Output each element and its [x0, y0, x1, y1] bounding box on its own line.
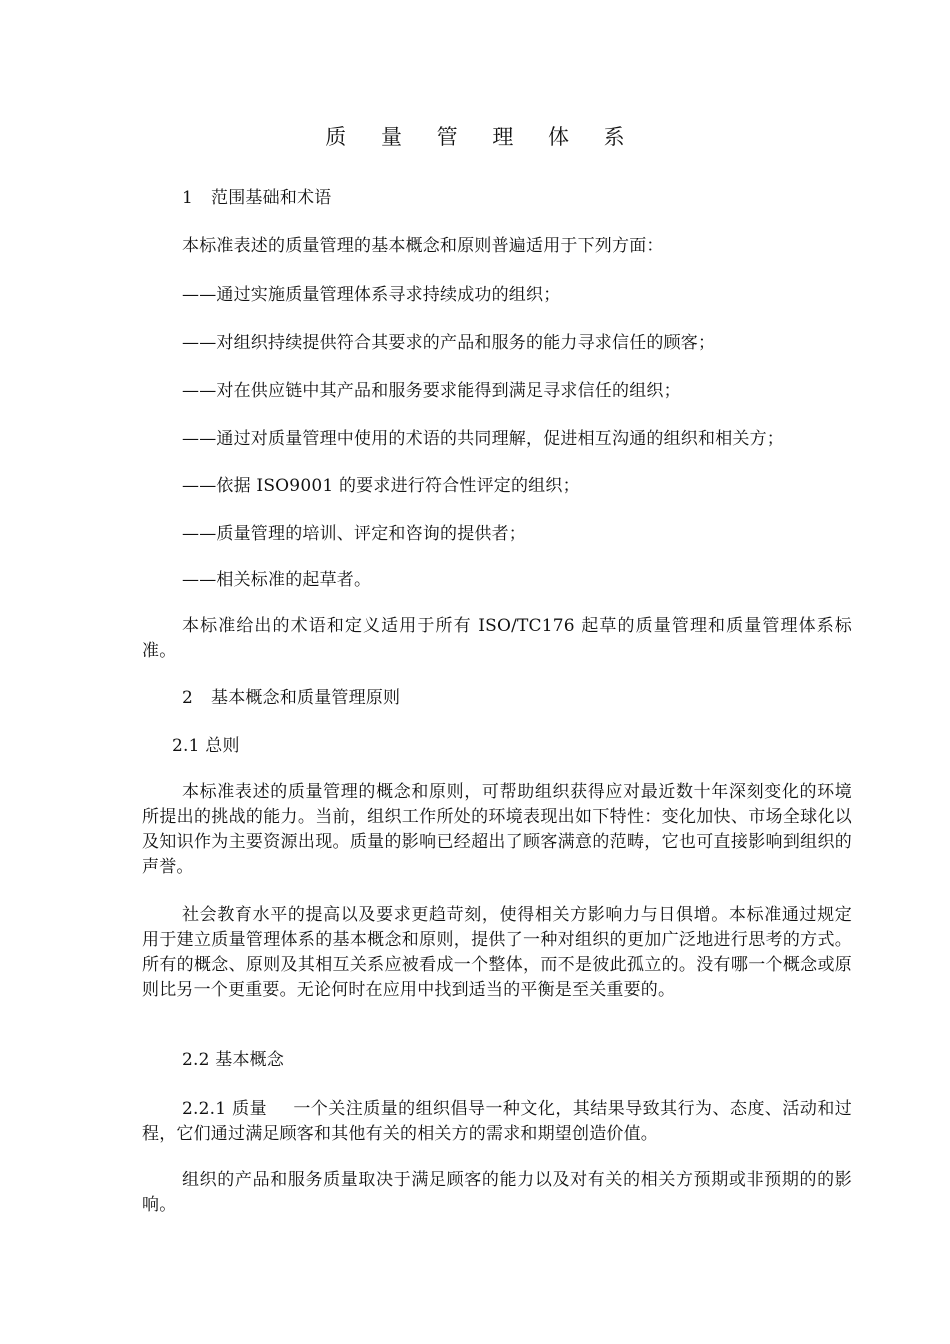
document-title: 质 量 管 理 体 系 [325, 125, 639, 149]
section-2-number: 2 [182, 688, 194, 708]
subsection-2-2-1-label: 2.2.1 质量 [182, 1099, 268, 1119]
subsection-2-2-1-paragraph [142, 1097, 852, 1147]
section-1-intro: 本标准表述的质量管理的基本概念和原则普遍适用于下列方面： [182, 236, 664, 256]
section-1-number: 1 [182, 188, 194, 208]
list-item: ——通过对质量管理中使用的术语的共同理解，促进相互沟通的组织和相关方； [182, 429, 784, 449]
subsection-2-1-paragraph-1: 本标准表述的质量管理的概念和原则，可帮助组织获得应对最近数十年深刻变化的环境所提出的挑战的能力。当前，组织工作所处的环境表现出如下特性：变化加快、市场全球化以及知识作为主要资源出现。质量的影响已经超出了顾客满意的范畴，它也可直接影响到组织的声誉。 [142, 782, 852, 877]
section-1-heading [142, 186, 852, 211]
list-item: ——通过实施质量管理体系寻求持续成功的组织； [182, 285, 561, 305]
list-item: ——对组织持续提供符合其要求的产品和服务的能力寻求信任的顾客； [182, 333, 716, 353]
section-1-title: 范围基础和术语 [211, 188, 332, 208]
list-item: ——依据 ISO9001 的要求进行符合性评定的组织； [182, 476, 580, 496]
section-1-closing: 本标准给出的术语和定义适用于所有 ISO/TC176 起草的质量管理和质量管理体系标准。 [142, 616, 852, 661]
section-2-title: 基本概念和质量管理原则 [211, 688, 401, 708]
subsection-2-2-1-text: 一个关注质量的组织倡导一种文化，其结果导致其行为、态度、活动和过程，它们通过满足顾客和其他有关的相关方的需求和期望创造价值。 [142, 1099, 852, 1144]
list-item: ——相关标准的起草者。 [182, 570, 372, 590]
subsection-2-2-heading: 2.2 基本概念 [182, 1050, 285, 1070]
subsection-2-2-1-paragraph-2: 组织的产品和服务质量取决于满足顾客的能力以及对有关的相关方预期或非预期的的影响。 [142, 1170, 852, 1215]
section-2-heading [142, 686, 852, 711]
list-item: ——质量管理的培训、评定和咨询的提供者； [182, 524, 526, 544]
subsection-2-1-paragraph-2: 社会教育水平的提高以及要求更趋苛刻，使得相关方影响力与日俱增。本标准通过规定用于建立质量管理体系的基本概念和原则，提供了一种对组织的更加广泛地进行思考的方式。所有的概念、原则及其相互关系应被看成一个整体，而不是彼此孤立的。没有哪一个概念或原则比另一个更重要。无论何时在应用中找到适当的平衡是至关重要的。 [142, 905, 852, 1000]
list-item: ——对在供应链中其产品和服务要求能得到满足寻求信任的组织； [182, 381, 681, 401]
subsection-2-1-heading: 2.1 总则 [172, 736, 240, 756]
